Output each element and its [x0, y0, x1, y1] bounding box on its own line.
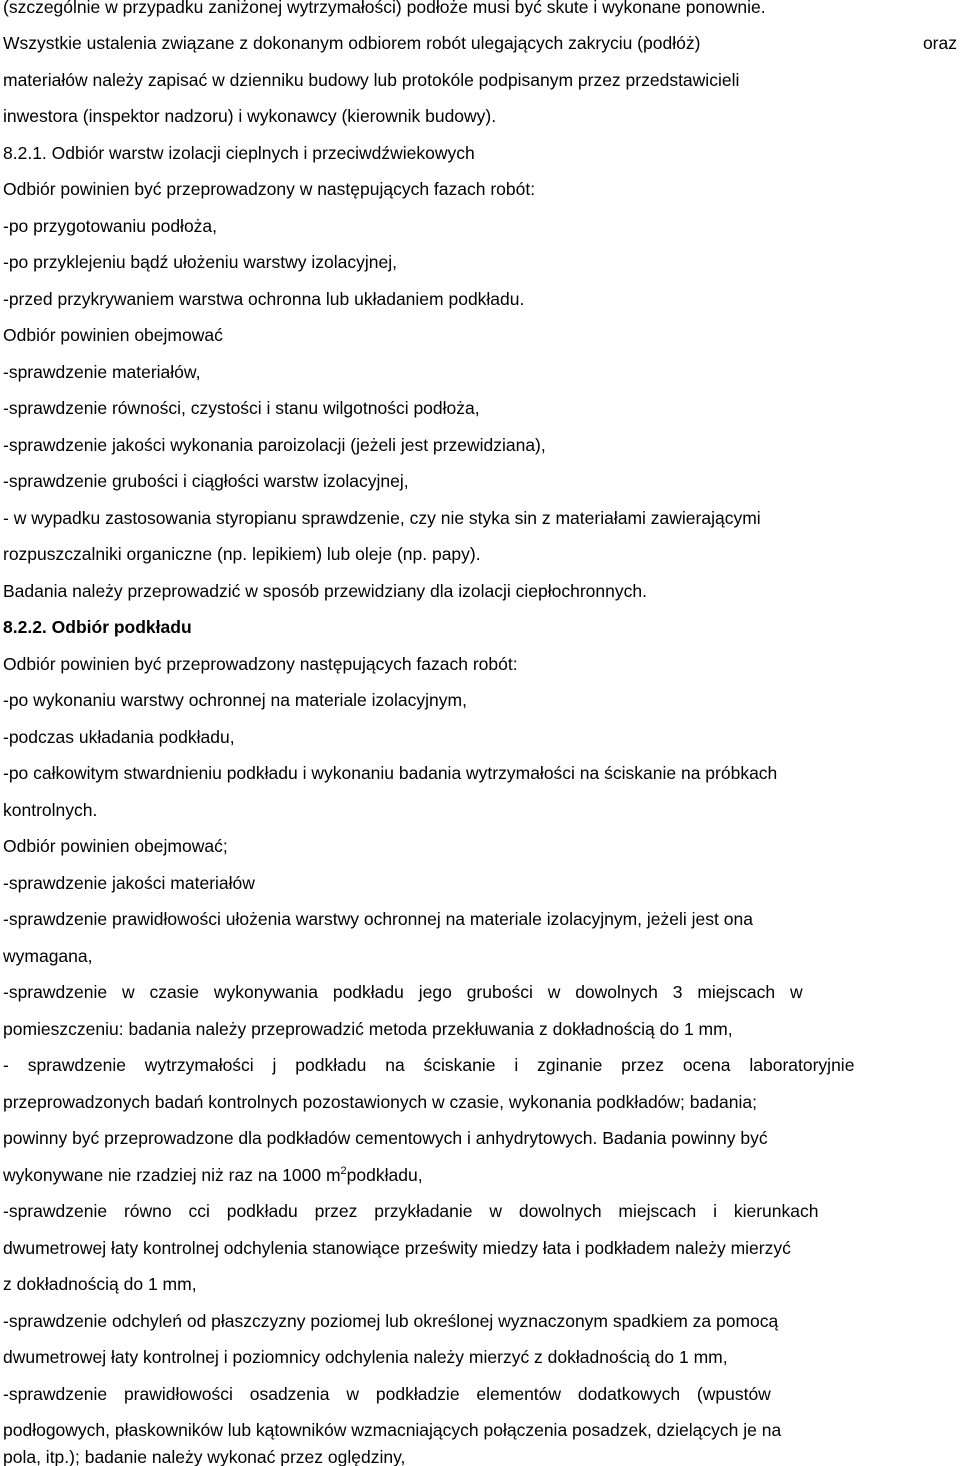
text-line: (szczególnie w przypadku zaniżonej wytrzymałości) podłoże musi być skute i wykonane ponownie. [3, 0, 766, 17]
text-line: Odbiór powinien obejmować; [3, 836, 228, 856]
list-item: -sprawdzenie równości, czystości i stanu wilgotności podłoża, [3, 398, 480, 418]
text-line: materiałów należy zapisać w dzienniku budowy lub protokóle podpisanym przez przedstawicieli [3, 70, 740, 90]
text-line: wymagana, [3, 946, 93, 966]
text-line: Odbiór powinien obejmować [3, 325, 223, 345]
list-item: - w wypadku zastosowania styropianu sprawdzenie, czy nie styka sin z materiałami zawierającymi [3, 508, 761, 528]
list-item: -przed przykrywaniem warstwa ochronna lub układaniem podkładu. [3, 289, 525, 309]
text-line: przeprowadzonych badań kontrolnych pozostawionych w czasie, wykonania podkładów; badania; [3, 1092, 757, 1112]
text-line: Odbiór powinien być przeprowadzony następujących fazach robót: [3, 654, 518, 674]
list-item: -po całkowitym stwardnieniu podkładu i wykonaniu badania wytrzymałości na ściskanie na próbkach [3, 763, 778, 783]
superscript-2: 2 [340, 1165, 347, 1177]
text-line: inwestora (inspektor nadzoru) i wykonawcy (kierownik budowy). [3, 106, 497, 126]
text-line: rozpuszczalniki organiczne (np. lepikiem) lub oleje (np. papy). [3, 544, 481, 564]
text-line: z dokładnością do 1 mm, [3, 1274, 197, 1294]
section-heading-821: 8.2.1. Odbiór warstw izolacji cieplnych i przeciwdźwiekowych [3, 143, 475, 163]
list-item: -podczas układania podkładu, [3, 727, 235, 747]
list-item: -sprawdzenie jakości materiałów [3, 873, 255, 893]
text-line: Badania należy przeprowadzić w sposób przewidziany dla izolacji ciepłochronnych. [3, 581, 647, 601]
text-line: Odbiór powinien być przeprowadzony w następujących fazach robót: [3, 179, 536, 199]
list-item: -sprawdzenie jakości wykonania paroizolacji (jeżeli jest przewidziana), [3, 435, 546, 455]
text-fragment: podkładu, [346, 1165, 423, 1185]
text-line: podłogowych, płaskowników lub kątowników wzmacniających połączenia posadzek, dzielących je na [3, 1420, 782, 1440]
list-item: -po przyklejeniu bądź ułożeniu warstwy izolacyjnej, [3, 252, 397, 272]
list-item: -sprawdzenie grubości i ciągłości warstw izolacyjnej, [3, 471, 409, 491]
text-fragment: wykonywane nie rzadziej niż raz na 1000 m [3, 1165, 341, 1185]
text-line [3, 1164, 423, 1189]
list-item: -sprawdzenie prawidłowości osadzenia w podkładzie elementów dodatkowych (wpustów [3, 1384, 771, 1404]
list-item: -sprawdzenie w czasie wykonywania podkładu jego grubości w dowolnych 3 miejscach w [3, 982, 803, 1002]
list-item: - sprawdzenie wytrzymałości j podkładu na ściskanie i zginanie przez ocena laboratoryjnie [3, 1055, 855, 1075]
text-line: kontrolnych. [3, 800, 98, 820]
text-fragment: Wszystkie ustalenia związane z dokonanym odbiorem robót ulegających zakryciu (podłóż) [3, 33, 701, 53]
list-item: -sprawdzenie prawidłowości ułożenia warstwy ochronnej na materiale izolacyjnym, jeżeli jest ona [3, 909, 753, 929]
text-line: dwumetrowej łaty kontrolnej odchylenia stanowiące prześwity miedzy łata i podkładem należy mierzyć [3, 1238, 791, 1258]
text-line: dwumetrowej łaty kontrolnej i poziomnicy odchylenia należy mierzyć z dokładnością do 1 mm, [3, 1347, 728, 1367]
text-fragment: oraz [922, 33, 957, 53]
list-item: -sprawdzenie materiałów, [3, 362, 201, 382]
list-item: -po wykonaniu warstwy ochronnej na materiale izolacyjnym, [3, 690, 467, 710]
text-line: powinny być przeprowadzone dla podkładów cementowych i anhydrytowych. Badania powinny być [3, 1128, 768, 1148]
section-heading-822: 8.2.2. Odbiór podkładu [3, 617, 192, 637]
text-line: pomieszczeniu: badania należy przeprowadzić metoda przekłuwania z dokładnością do 1 mm, [3, 1019, 733, 1039]
text-line: pola, itp.); badanie należy wykonać przez oględziny, [3, 1447, 406, 1466]
list-item: -sprawdzenie odchyleń od płaszczyzny poziomej lub określonej wyznaczonym spadkiem za pomocą [3, 1311, 779, 1331]
text-line [3, 32, 957, 54]
list-item: -sprawdzenie równo cci podkładu przez przykładanie w dowolnych miejscach i kierunkach [3, 1201, 819, 1221]
list-item: -po przygotowaniu podłoża, [3, 216, 218, 236]
